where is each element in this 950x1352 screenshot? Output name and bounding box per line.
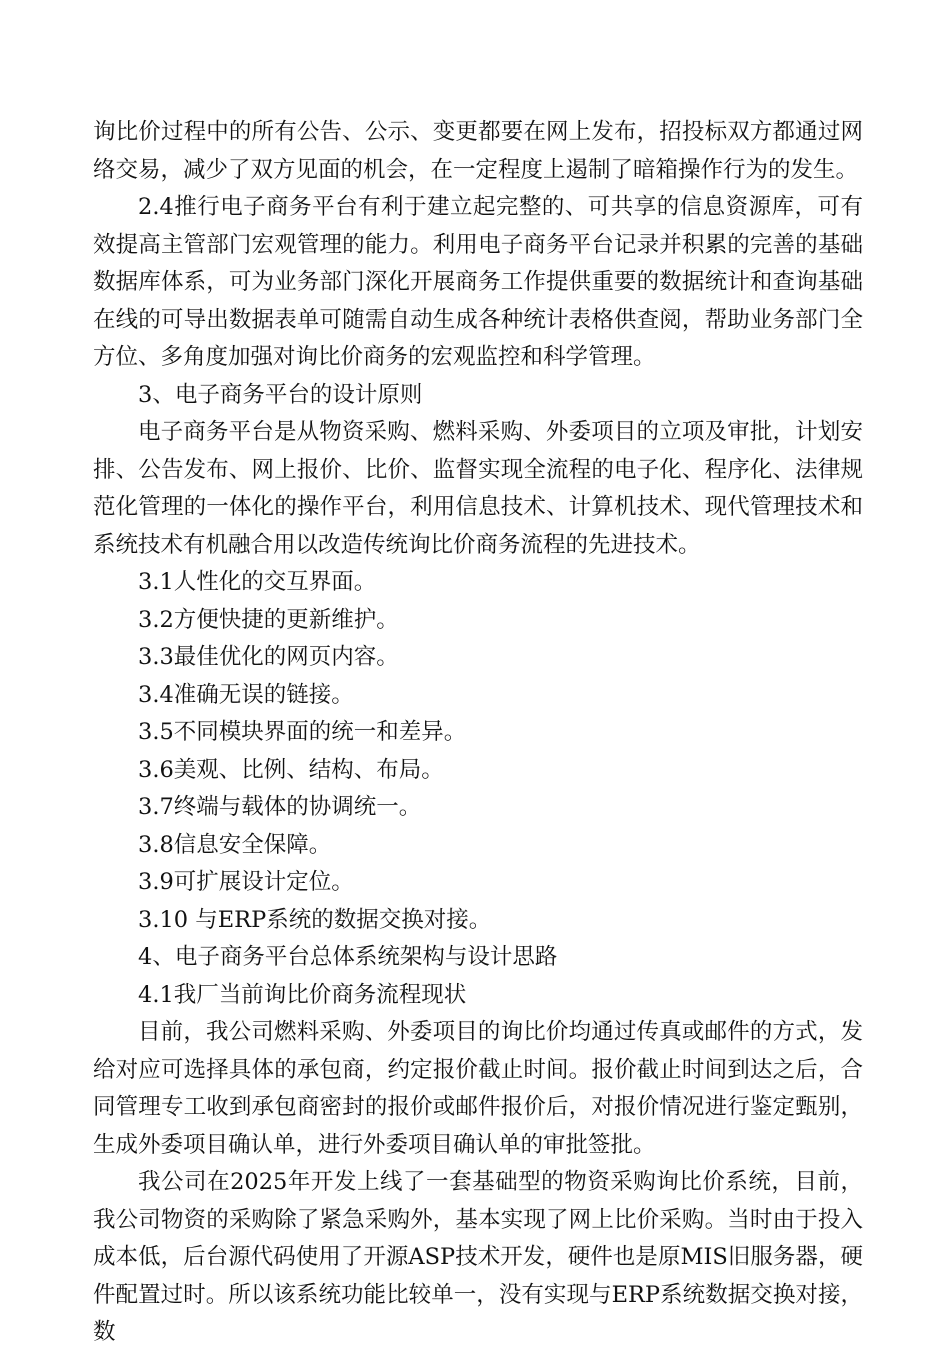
list-item: 3.7终端与载体的协调统一。 bbox=[138, 794, 422, 820]
section-heading: 4、电子商务平台总体系统架构与设计思路 bbox=[138, 944, 558, 970]
paragraph: 2.4推行电子商务平台有利于建立起完整的、可共享的信息资源库，可有效提高主管部门宏观管理的能力。利用电子商务平台记录并积累的完善的基础数据库体系，可为业务部门深化开展商务工作提供重要的数据统计和查询基础在线的可导出数据表单可随需自动生成各种统计表格供查阅，帮助业务部门全方位、多角度加强对询比价商务的宏观监控和科学管理。 bbox=[93, 194, 863, 370]
section-heading: 3、电子商务平台的设计原则 bbox=[138, 381, 423, 408]
list-item: 3.9可扩展设计定位。 bbox=[138, 869, 354, 895]
subsection-heading: 4.1我厂当前询比价商务流程现状 bbox=[138, 981, 467, 1008]
paragraph: 询比价过程中的所有公告、公示、变更都要在网上发布，招投标双方都通过网络交易，减少了双方见面的机会，在一定程度上遏制了暗箱操作行为的发生。 bbox=[93, 119, 863, 183]
paragraph: 我公司在2025年开发上线了一套基础型的物资采购询比价系统，目前，我公司物资的采购除了紧急采购外，基本实现了网上比价采购。当时由于投入成本低，后台源代码使用了开源ASP技术开发，硬件也是原MIS旧服务器，硬件配置过时。所以该系统功能比较单一，没有实现与ERP系统数据交换对接，数 bbox=[93, 1169, 863, 1345]
list-item: 3.4准确无误的链接。 bbox=[138, 681, 354, 708]
paragraph: 目前，我公司燃料采购、外委项目的询比价均通过传真或邮件的方式，发给对应可选择具体的承包商，约定报价截止时间。报价截止时间到达之后，合同管理专工收到承包商密封的报价或邮件报价后，对报价情况进行鉴定甄别，生成外委项目确认单，进行外委项目确认单的审批签批。 bbox=[93, 1019, 863, 1158]
paragraph: 电子商务平台是从物资采购、燃料采购、外委项目的立项及审批，计划安排、公告发布、网上报价、比价、监督实现全流程的电子化、程序化、法律规范化管理的一体化的操作平台，利用信息技术、计算机技术、现代管理技术和系统技术有机融合用以改造传统询比价商务流程的先进技术。 bbox=[93, 419, 863, 558]
list-item: 3.2方便快捷的更新维护。 bbox=[138, 606, 399, 633]
list-item: 3.3最佳优化的网页内容。 bbox=[138, 644, 399, 670]
document-body bbox=[93, 114, 863, 1352]
list-item: 3.8信息安全保障。 bbox=[138, 831, 332, 858]
list-item: 3.10 与ERP系统的数据交换对接。 bbox=[138, 906, 492, 933]
list-item: 3.6美观、比例、结构、布局。 bbox=[138, 756, 444, 783]
list-item: 3.5不同模块界面的统一和差异。 bbox=[138, 719, 467, 745]
list-item: 3.1人性化的交互界面。 bbox=[138, 569, 377, 595]
